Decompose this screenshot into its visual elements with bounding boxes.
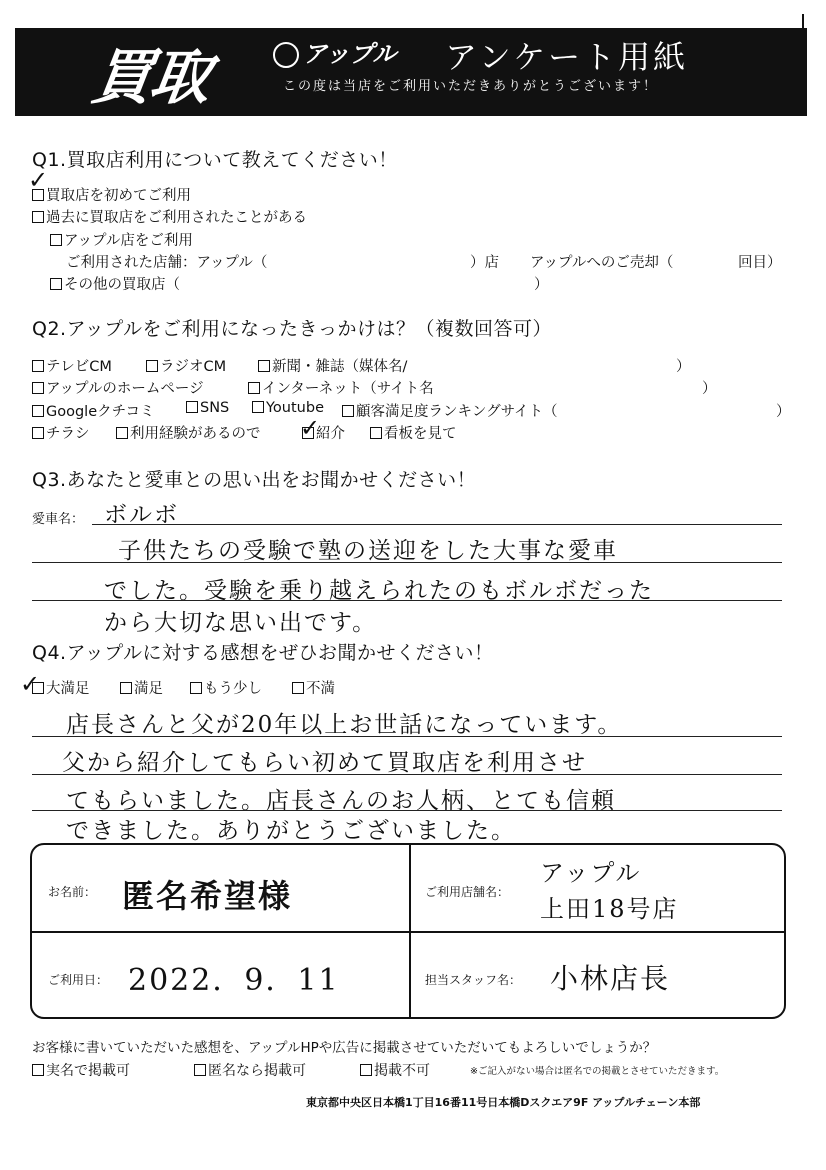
q1-option-past-label: 過去に買取店をご利用されたことがある [46,210,307,226]
q4-opt-somewhat[interactable] [190,677,262,698]
brand-logo [273,34,396,69]
customer-info-card [30,843,786,1019]
q2-opt-internet-label: インターネット（サイト名 [262,381,434,397]
checkbox[interactable] [116,427,128,439]
q4-title: Q4.アップルに対する感想をぜひお聞かせください！ [32,642,494,664]
checkbox[interactable] [32,682,44,694]
q4-opt-satisfied-label: 満足 [134,681,163,697]
q2-opt-youtube-label: Youtube [266,400,324,416]
writing-line [32,600,782,601]
checkbox[interactable] [32,427,44,439]
staff-label: 担当スタッフ名： [425,973,522,987]
footer-address: 東京都中央区日本橋1丁目16番11号日本橋Dスクエア9F アップルチェーン本部 [306,1096,701,1109]
checkbox[interactable] [32,211,44,223]
q2-opt-sns-label: SNS [200,400,230,416]
q1-title: Q1.買取店利用について教えてください！ [32,149,398,171]
check-mark-icon: ✓ [20,670,41,698]
checkbox[interactable] [50,234,62,246]
q1-option-apple[interactable] [50,229,193,250]
q3-title: Q3.あなたと愛車との思い出をお聞かせください！ [32,469,477,491]
q2-opt-signboard-label: 看板を見て [384,426,457,442]
checkbox[interactable] [50,278,62,290]
writing-line [32,562,782,563]
q2-opt-ranking-label: 顧客満足度ランキングサイト（ [356,404,558,420]
q1-option-other-label: その他の買取店（ [64,277,180,293]
store-label: ご利用店舗名： [425,885,510,899]
checkbox[interactable] [32,405,44,417]
staff-value: 小林店長 [550,962,671,995]
q3-answer-line-1: 子供たちの受験で塾の送迎をした大事な愛車 [118,538,618,564]
brand-circle-icon [273,42,299,68]
checkbox[interactable] [360,1064,372,1076]
thanks-message: この度は当店をご利用いただきありがとうございます！ [283,79,659,94]
q2-row1-close: ） [676,359,691,375]
name-value: 匿名希望様 [122,877,293,915]
q4-answer-line-4: できました。ありがとうございました。 [66,818,516,844]
q4-opt-somewhat-label: もう少し [204,681,262,697]
survey-title: アンケート用紙 [445,38,689,76]
q2-opt-tv[interactable] [32,355,112,376]
q2-opt-experience[interactable] [116,422,261,443]
q2-opt-flyer[interactable] [32,422,90,443]
q2-row2-close: ） [702,381,717,397]
q2-opt-newspaper-label: 新聞・雑誌（媒体名/ [272,359,408,375]
date-label: ご利用日： [48,973,109,987]
checkbox[interactable] [292,682,304,694]
q1-option-past[interactable] [32,206,307,227]
checkbox[interactable] [248,382,260,394]
name-label: お名前： [48,885,97,899]
date-value: 2022．9．11 [128,963,340,998]
q2-opt-homepage-label: アップルのホームページ [46,381,204,397]
q2-title: Q2.アップルをご利用になったきっかけは？（複数回答可） [32,318,552,340]
brand-name: アップル [303,40,397,68]
q3-car-name: ボルボ [104,502,179,528]
footer-opt-anonymous-label: 匿名なら掲載可 [208,1063,306,1079]
checkbox[interactable] [186,401,198,413]
footer-opt-no-publish-label: 掲載不可 [374,1063,430,1079]
q2-opt-radio-label: ラジオCM [160,359,227,375]
checkbox[interactable] [120,682,132,694]
q2-opt-signboard[interactable] [370,422,457,443]
q2-opt-tv-label: テレビCM [46,359,112,375]
q4-answer-line-3: てもらいました。店長さんのお人柄、とても信頼 [66,788,616,814]
header-banner [15,28,807,116]
corner-mark [802,14,804,30]
q1-option-other[interactable] [50,273,180,294]
q2-opt-radio[interactable] [146,355,226,376]
footer-opt-anonymous[interactable] [194,1060,306,1080]
q2-opt-referral-label: 紹介 [316,426,345,442]
q4-opt-dissatisfied-label: 不満 [306,681,335,697]
q2-opt-sns[interactable] [186,400,229,416]
check-mark-icon: ✓ [300,414,321,442]
writing-line [32,810,782,811]
q1-option-first[interactable] [32,184,191,205]
q2-opt-internet[interactable] [248,377,434,398]
q1-option-first-label: 買取店を初めてご利用 [46,188,191,204]
q1-sell-count-suffix: 回目） [738,255,782,271]
q2-opt-homepage[interactable] [32,377,204,398]
checkbox[interactable] [258,360,270,372]
q2-opt-google-label: Googleクチコミ [46,404,155,420]
store-value-line-1: アップル [540,859,642,887]
checkbox[interactable] [32,360,44,372]
footer-opt-no-publish[interactable] [360,1060,430,1080]
checkbox[interactable] [146,360,158,372]
store-value-line-2: 上田18号店 [540,895,679,923]
q1-store-suffix: ）店 [470,255,499,271]
q4-opt-very-satisfied[interactable] [32,677,90,698]
q3-answer-line-2: でした。受験を乗り越えられたのもボルボだった [104,578,654,604]
footer-note: ※ご記入がない場合は匿名での掲載とさせていただきます。 [470,1066,725,1077]
footer-opt-real-name[interactable] [32,1060,130,1080]
writing-line [32,774,782,775]
checkbox[interactable] [252,401,264,413]
footer-question: お客様に書いていただいた感想を、アップルHPや広告に掲載させていただいてもよろしいでしょうか？ [32,1040,657,1056]
q1-option-apple-label: アップル店をご利用 [64,233,193,249]
card-divider-horizontal [32,931,784,933]
checkbox[interactable] [370,427,382,439]
check-mark-icon: ✓ [28,166,49,194]
q4-answer-line-2: 父から紹介してもらい初めて買取店を利用させ [62,750,587,776]
checkbox[interactable] [194,1064,206,1076]
q4-opt-dissatisfied[interactable] [292,677,335,698]
q2-opt-newspaper[interactable] [258,355,407,376]
q4-opt-satisfied[interactable] [120,677,163,698]
checkbox[interactable] [190,682,202,694]
q2-opt-flyer-label: チラシ [46,426,90,442]
q1-sell-count-label: アップルへのご売却（ [530,255,674,271]
q1-store-used-label: ご利用された店舗：アップル（ [66,255,268,271]
q3-answer-line-3: から大切な思い出です。 [104,610,378,636]
footer-opt-real-name-label: 実名で掲載可 [46,1063,130,1079]
checkbox[interactable] [32,1064,44,1076]
q2-row3-close: ） [776,404,791,420]
writing-line [32,736,782,737]
q4-opt-very-satisfied-label: 大満足 [46,681,90,697]
kaitori-logo-text: 買取 [87,43,214,113]
q3-car-label: 愛車名： [32,512,85,527]
q4-answer-line-1: 店長さんと父が20年以上お世話になっています。 [66,712,623,738]
q2-opt-experience-label: 利用経験があるので [130,426,261,442]
checkbox[interactable] [32,382,44,394]
checkbox[interactable] [342,405,354,417]
q1-option-other-suffix: ） [534,277,549,293]
q2-opt-ranking[interactable] [342,400,558,421]
q2-opt-google[interactable] [32,400,155,421]
writing-line [92,524,782,525]
